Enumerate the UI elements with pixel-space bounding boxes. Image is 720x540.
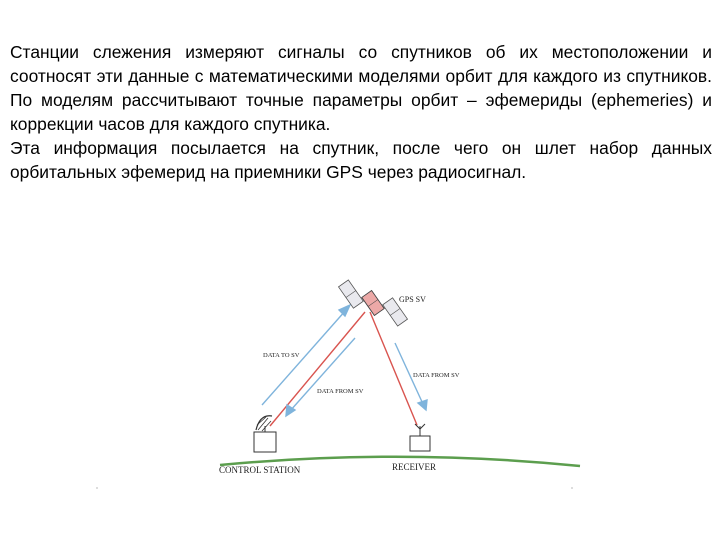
paragraph-tracking-stations: Станции слежения измеряют сигналы со спутников об их местоположении и соотносят эти данные с математическими моделями орбит для каждого из спутников. По моделям рассчитывают точные параметры орбит – эфемериды (ephemeries) и коррекции часов для каждого спутника.: [10, 42, 712, 134]
label-receiver: RECEIVER: [392, 462, 436, 472]
control-station-icon: [254, 416, 276, 452]
label-data-to-sv: DATA TO SV: [263, 352, 300, 359]
satellite-icon: [339, 265, 408, 341]
paragraph-uplink-info: Эта информация посылается на спутник, после чего он шлет набор данных орбитальных эфемерид на приемники GPS через радиосигнал.: [10, 138, 712, 182]
arrow-data-from-sv-left: [286, 338, 355, 416]
label-data-from-sv-right: DATA FROM SV: [413, 372, 460, 379]
receiver-icon: [410, 424, 430, 451]
signal-line-uplink: [270, 312, 365, 426]
label-control-station: CONTROL STATION: [219, 465, 301, 475]
label-data-from-sv-left: DATA FROM SV: [317, 388, 364, 395]
signal-line-downlink: [370, 312, 417, 425]
label-gps-sv: GPS SV: [399, 295, 426, 304]
